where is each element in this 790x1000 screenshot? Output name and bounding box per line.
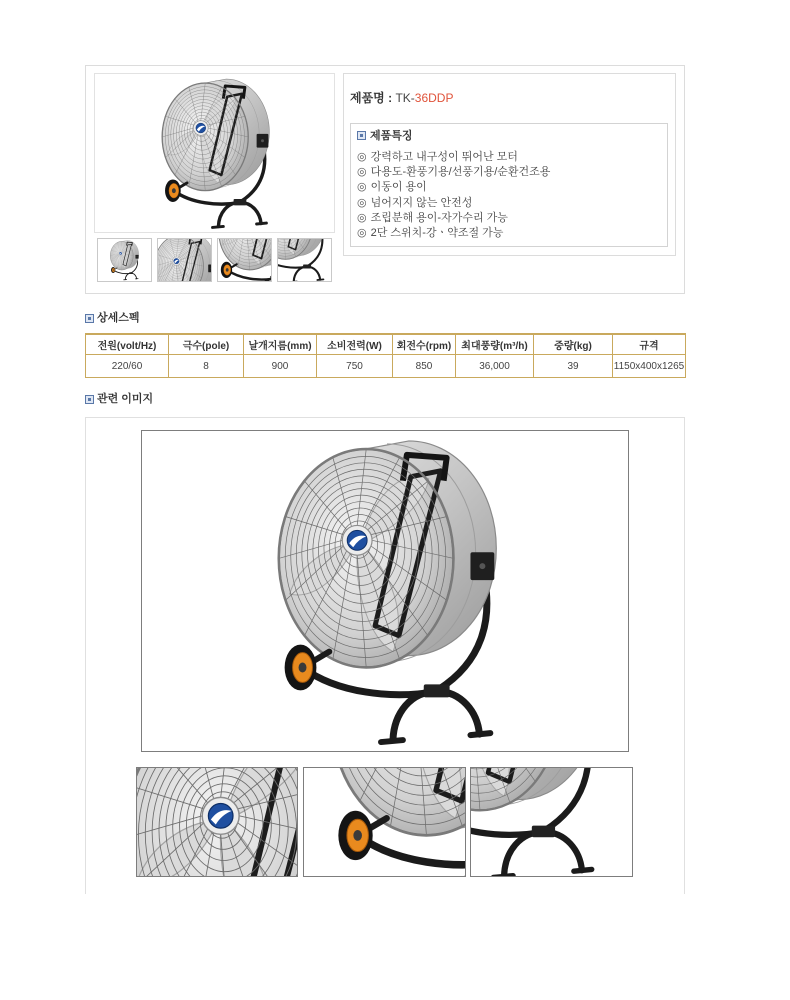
related-image-stand [470,767,633,877]
fan-image [304,768,465,876]
fan-image [137,768,297,876]
spec-header: 회전수(rpm) [393,334,456,355]
feature-item [357,211,662,226]
square-list-icon [357,131,366,140]
feature-text: 이동이 용이 [370,181,427,194]
thumbnail-wheel[interactable] [217,238,272,282]
spec-value: 39 [534,355,613,378]
bullet-icon: ◎ [357,196,367,209]
related-section-title: 관련 이미지 [97,393,154,405]
thumbnail-full-fan[interactable] [97,238,152,282]
fan-image [471,768,632,876]
fan-image [95,74,334,232]
thumbnail-stand[interactable] [277,238,332,282]
feature-text: 조립분해 용이-자가수리 가능 [370,211,508,224]
fan-image [98,239,151,281]
related-image-wheel [303,767,466,877]
spec-section-title: 상세스펙 [97,312,140,324]
fan-image [158,239,211,281]
fan-image [218,239,271,281]
feature-text: 다용도-환풍기용/선풍기용/순환건조용 [370,166,551,179]
main-product-image [94,73,335,233]
spec-value: 8 [169,355,244,378]
thumbnail-grille[interactable] [157,238,212,282]
feature-item [357,150,662,165]
spec-header: 중량(kg) [534,334,613,355]
bullet-icon: ◎ [357,226,367,239]
feature-item [357,165,662,180]
fan-image [142,431,628,751]
feature-item [357,180,662,195]
spec-header: 전원(volt/Hz) [86,334,169,355]
related-image-large [141,430,629,752]
spec-value: 220/60 [86,355,169,378]
square-list-icon [85,314,94,323]
feature-item [357,226,662,241]
product-name-label: 제품명 : [350,91,396,105]
spec-header-row [86,334,686,355]
bullet-icon: ◎ [357,151,367,163]
fan-image [278,239,331,281]
feature-text: 강력하고 내구성이 뛰어난 모터 [370,151,518,163]
bullet-icon: ◎ [357,211,367,224]
spec-value: 900 [244,355,317,378]
spec-header: 최대풍량(m³/h) [456,334,534,355]
product-title [350,90,453,106]
feature-list [357,150,662,241]
spec-header: 소비전력(W) [317,334,393,355]
spec-table [85,333,686,378]
model-code: 36DDP [414,91,454,105]
spec-value-row [86,355,686,378]
feature-text: 2단 스위치-강ㆍ약조절 가능 [370,226,504,239]
bullet-icon: ◎ [357,166,367,179]
bullet-icon: ◎ [357,181,367,194]
square-list-icon [85,395,94,404]
spec-value: 850 [393,355,456,378]
feature-text: 넘어지지 않는 안전성 [370,196,473,209]
model-prefix: TK- [395,91,415,105]
spec-header: 날개지름(mm) [244,334,317,355]
spec-header: 규격 [613,334,686,355]
spec-value: 36,000 [456,355,534,378]
features-title: 제품특징 [370,130,413,142]
spec-value: 1150x400x1265 [613,355,686,378]
feature-item [357,196,662,211]
related-image-hub [136,767,298,877]
spec-value: 750 [317,355,393,378]
spec-header: 극수(pole) [169,334,244,355]
